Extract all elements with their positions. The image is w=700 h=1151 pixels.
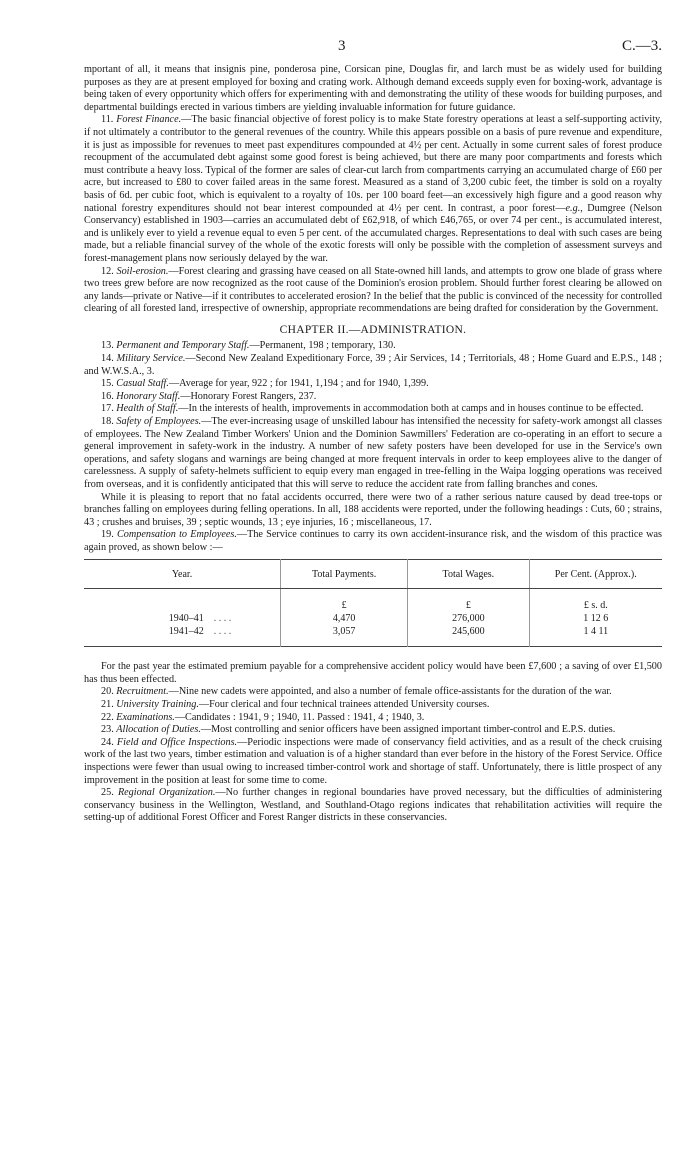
paragraph-19: 19. Compensation to Employees.—The Service continues to carry its own accident-insurance risk, and the wisdom of this practice was again proved, as shown below :— [84,529,663,553]
table-header-row [84,559,662,589]
paragraph-22: 22. Examinations.—Candidates : 1941, 9 ; 1940, 11. Passed : 1941, 4 ; 1940, 3. [101,711,425,723]
chapter-heading: CHAPTER II.—ADMINISTRATION. [279,323,467,336]
paragraph-18-continued: While it is pleasing to report that no fatal accidents occurred, there were two of a rather serious nature caused by dead tree-tops or branches falling on employees during felling operations. In all, 188 accidents were reported, under the following headings : Cuts, 60 ; strains, 43 ; crushes and bruises, 39 ; septic wounds, 13 ; eye injuries, 16 ; miscellaneous, 17. [84,491,662,528]
col-payments-header: Total Payments. [281,559,408,589]
paragraph-12: 12. Soil-erosion.—Forest clearing and grassing have ceased on all State-owned hill lands, and attempts to grow one blade of grass where two trees grew before are now recognized as the root cause of the Dominion's erosion problem. Should further forest clearing be allowed on any lands—private or Native—if it contributes to accelerated erosion? In the belief that the public is convinced of the necessity for controlled clearing of all forested land, irrespective of ownership, appropriate recommendations are being drafted for consideration by the Government. [84,265,662,315]
table-row: 1941–42 . . . . 3,057 245,600 1 4 11 [84,625,662,647]
paragraph-11: 11. Forest Finance.—The basic financial objective of forest policy is to make State forestry operations at least a self-supporting activity, if not ultimately a contributor to the general revenues of the country. While this appears possible on a basis of pure revenue and expenditure, it is just as impossible for revenues to meet past expenditures compounded at 4½ per cent. Actually in some current sales of forest produce recoupment of the accumulated debt against some good forest is being achieved, but there are many poor compartments and forests which must contribute a heavy loss. Typical of the former are sales of clear-cut larch from compartments carrying an accumulated charge of £60 per acre, but increased to £80 to cover failed areas in the same forest. Measured as a stand of 3,200 cubic feet, the timber is sold on a royalty basis of 6d. per cubic foot, which is equivalent to a royalty of 10s. per 100 board feet—an excessively high figure and a good reason why national forestry expenditures should not bear interest compounded at 4½ per cent. In contrast, a poor forest—e.g., Dumgree (Nelson Conservancy) established in 1903—carries an accumulated debt of £62,918, of which £46,765, or over 74 per cent., is accumulated interest, and is unlikely ever to yield a revenue equal to even 5 per cent. of the accumulated charges. Representations to deal with such cases are being made, but a reliable financial survey of the whole of the exotic forests will only be possible with the completion of assessment surveys and forest-management plans now seriously delayed by the war. [84,114,663,264]
document-reference: C.—3. [621,38,662,54]
paragraph-23: 23. Allocation of Duties.—Most controlling and senior officers have been assigned important timber-control and E.P.S. duties. [101,724,616,736]
paragraph-13: 13. Permanent and Temporary Staff.—Permanent, 198 ; temporary, 130. [101,340,396,352]
table-row: 1940–41 . . . . 4,470 276,000 1 12 6 [84,612,662,625]
page-header [84,38,662,64]
table-units-row: £ £ £ s. d. [84,589,662,613]
compensation-table [84,559,662,648]
paragraph-21: 21. University Training.—Four clerical and four technical trainees attended University courses. [101,698,490,710]
paragraph-18: 18. Safety of Employees.—The ever-increasing usage of unskilled labour has intensified the necessity for safety-work amongst all classes of employees. The New Zealand Timber Workers' Union and the Dominion Sawmillers' Federation are co-operating in an effort to secure a general improvement in safety-work in the industry. A number of new safety posters have been developed for use in the Service's own operations, and safety slogans and warnings are being changed at more frequent intervals in order to keep employees alive to the danger of carelessness. A supply of safety-helmets sufficient to equip every man engaged in tree-felling in the Waipa logging operations was received from overseas, and it is confidently anticipated that this will serve to reduce the accident rate from falling branches and cones. [84,416,662,490]
page-number: 3 [338,38,346,54]
col-year-header: Year. [84,559,281,589]
paragraph-15: 15. Casual Staff.—Average for year, 922 ; for 1941, 1,194 ; and for 1940, 1,399. [101,378,429,390]
paragraph-14: 14. Military Service.—Second New Zealand Expeditionary Force, 39 ; Air Services, 14 ; Territorials, 48 ; Home Guard and E.P.S., 148 ; and W.W.S.A., 3. [84,353,662,377]
paragraph-17: 17. Health of Staff.—In the interests of health, improvements in accommodation both at camps and in houses continue to be effected. [101,403,644,415]
paragraph-after-table: For the past year the estimated premium payable for a comprehensive accident policy would have been £7,600 ; a saving of over £1,500 has thus been effected. [84,661,662,685]
paragraph-24: 24. Field and Office Inspections.—Periodic inspections were made of conservancy field activities, and as a result of the check cruising work of the last two years, timber estimation and valuation is of a higher standard than ever before in the history of the Forest Service. Office inspections were fewer than usual owing to increased timber-control work and shortage of staff. Unfortunately, there is little prospect of any improvement in the position at least for some time to come. [84,736,662,786]
col-percent-header: Per Cent. (Approx.). [529,559,662,589]
paragraph-intro: mportant of all, it means that insignis pine, ponderosa pine, Corsican pine, Douglas fir, and larch must be as widely used for building purposes as they are at present employed for boxing and crating work. Although demand exceeds supply even for boxing-work, advantage is being taken of every opportunity which offers for experimenting with and demonstrating the utility of these woods for building purposes, and departmental buildings erected in various timbers are yielding invaluable information for future guidance. [84,64,662,113]
paragraph-20: 20. Recruitment.—Nine new cadets were appointed, and also a number of female office-assistants for the duration of the war. [101,686,612,698]
body-text [84,64,662,825]
col-wages-header: Total Wages. [408,559,529,589]
paragraph-25: 25. Regional Organization.—No further changes in regional boundaries have proved necessary, but the difficulties of administering conservancy business in the Wellington, Westland, and Southland-Otago regions indicates that rehabilitation activities will require the setting-up of additional Forest Officer and Forest Ranger districts in these conservancies. [84,787,663,824]
paragraph-16: 16. Honorary Staff.—Honorary Forest Rangers, 237. [101,390,317,402]
